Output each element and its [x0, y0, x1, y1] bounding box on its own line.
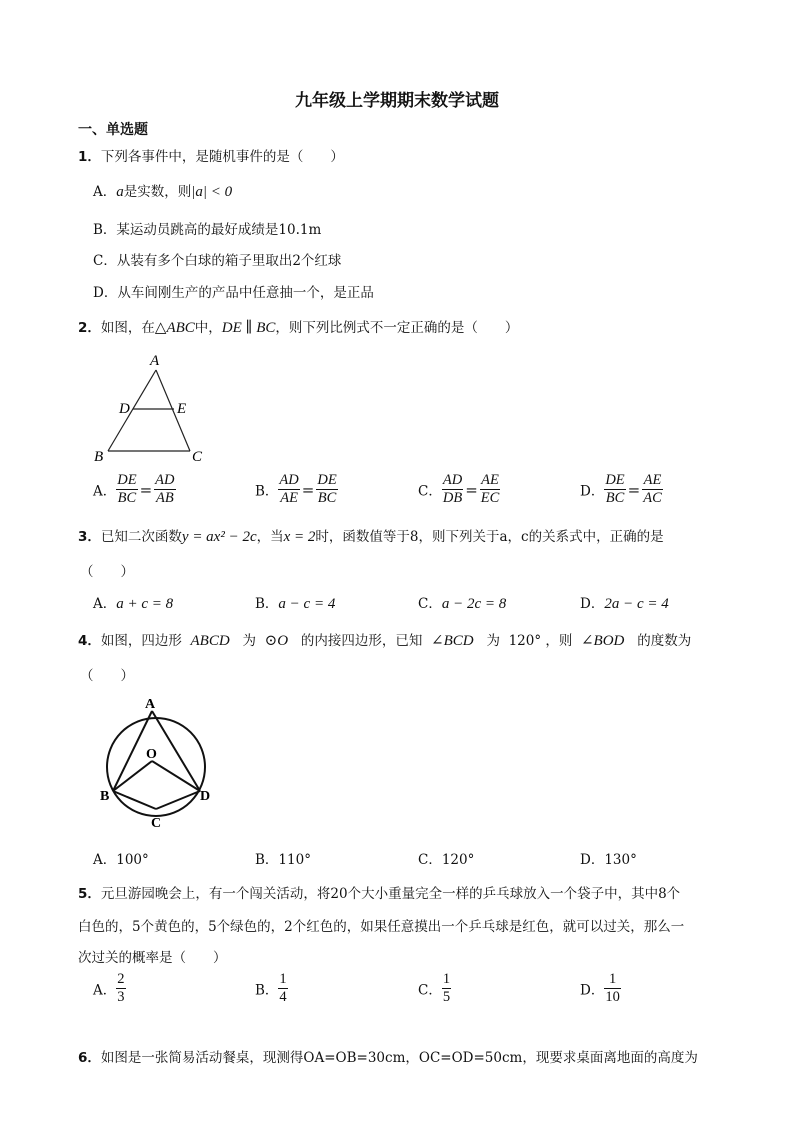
- question-text: 的内接四边形，已知: [300, 633, 423, 649]
- q3-option-b: [255, 592, 335, 613]
- fraction-numerator: DE: [317, 472, 337, 488]
- fraction-denominator: EC: [480, 490, 500, 506]
- option-label: A．: [93, 596, 117, 612]
- question-text: 为: [242, 633, 257, 649]
- question-1: [78, 145, 344, 165]
- fraction-numerator: DE: [605, 472, 625, 488]
- question-text: 已知二次函数: [100, 529, 182, 545]
- vertex-b-label: B: [94, 449, 104, 465]
- question-6: [78, 1046, 698, 1066]
- question-4-continued: （ ）: [80, 668, 134, 684]
- option-label: C．: [418, 852, 442, 868]
- x-math: x = 2: [283, 529, 316, 545]
- fraction-denominator: AC: [643, 490, 662, 506]
- fraction-numerator: 1: [442, 971, 451, 987]
- question-3: [78, 525, 664, 546]
- option-value: 130°: [604, 852, 637, 868]
- q5-option-d: [580, 971, 621, 1006]
- option-label: D．: [580, 852, 605, 868]
- option-text: 从装有多个白球的箱子里取出2个红球: [116, 253, 342, 269]
- question-text: 为: [486, 633, 500, 649]
- option-math: |a| < 0: [191, 184, 233, 200]
- fraction-numerator: 2: [117, 971, 125, 987]
- option-label: B．: [255, 596, 279, 612]
- q5-option-b: [255, 971, 288, 1006]
- question-number: 1．: [78, 149, 101, 165]
- option-math: a: [116, 184, 124, 200]
- option-label: A．: [93, 852, 117, 868]
- option-value: 110°: [278, 852, 311, 868]
- fraction-denominator: BC: [117, 490, 137, 506]
- option-label: D．: [580, 596, 605, 612]
- q4-option-d: [580, 848, 637, 868]
- q2-option-b: B． $\frac{AD}{AE}$ = $\frac{DE}{BC}$: [255, 472, 337, 506]
- vertex-c-label: C: [151, 816, 162, 831]
- triangle-figure: [88, 348, 213, 468]
- q2-option-c: C． $\frac{AD}{DB}$ = $\frac{AE}{EC}$: [418, 472, 500, 506]
- q5-option-a: [93, 971, 126, 1006]
- q1-option-d: [93, 281, 374, 301]
- option-label: B．: [255, 852, 279, 868]
- option-math: 2a − c = 4: [604, 596, 669, 612]
- question-number: 2．: [78, 320, 101, 336]
- option-label: C．: [93, 253, 117, 269]
- option-math: a + c = 8: [116, 596, 174, 612]
- option-label: B．: [93, 222, 117, 238]
- question-5: [78, 882, 680, 902]
- vertex-c-label: C: [192, 449, 203, 465]
- fraction-denominator: BC: [605, 490, 625, 506]
- option-label: C．: [418, 483, 442, 500]
- question-5-line-2: 白色的，5个黄色的，5个绿色的，2个红色的，如果任意摸出一个乒乓球是红色，就可以过关，那么一: [78, 919, 685, 935]
- vertex-a-label: A: [145, 697, 156, 712]
- vertex-d-label: D: [200, 789, 211, 804]
- q3-option-a: [93, 592, 173, 613]
- question-text: 如图是一张简易活动餐桌，现测得OA=OB=30cm，OC=OD=50cm，现要求桌面离地面的高度为: [100, 1050, 698, 1066]
- question-5-line-3: 次过关的概率是（ ）: [78, 950, 227, 966]
- vertex-d-label: D: [119, 401, 130, 417]
- angle-math: ∠BCD: [431, 633, 474, 649]
- center-o-label: O: [146, 747, 157, 762]
- fraction-denominator: 10: [605, 989, 620, 1005]
- q1-option-b: [93, 218, 321, 238]
- q4-option-c: [418, 848, 474, 868]
- q4-option-a: [93, 848, 149, 868]
- q2-option-a: A． $\frac{DE}{BC}$ = $\frac{AD}{AB}$: [93, 472, 175, 506]
- vertex-a-label: A: [150, 353, 160, 369]
- option-math: a − 2c = 8: [441, 596, 507, 612]
- option-label: D．: [580, 483, 605, 500]
- option-label: D．: [580, 982, 605, 999]
- vertex-b-label: B: [100, 789, 110, 804]
- q1-option-c: [93, 249, 341, 269]
- question-4: [78, 629, 691, 650]
- fraction-denominator: 5: [442, 989, 451, 1005]
- question-text: ，则: [545, 633, 573, 649]
- question-2: [78, 316, 518, 337]
- fraction-denominator: BC: [317, 490, 337, 506]
- fraction-denominator: DB: [442, 490, 463, 506]
- question-number: 6．: [78, 1050, 101, 1066]
- page-title: 九年级上学期期末数学试题: [295, 91, 499, 111]
- fraction-numerator: AE: [481, 472, 499, 488]
- question-number: 4．: [78, 633, 101, 649]
- option-label: B．: [255, 982, 279, 999]
- fraction-numerator: DE: [117, 472, 137, 488]
- question-text: ，当: [256, 529, 284, 545]
- option-label: A．: [93, 184, 117, 200]
- question-text: 中，: [194, 320, 222, 336]
- option-label: A．: [93, 982, 117, 999]
- option-label: D．: [93, 285, 118, 301]
- q2-option-d: D． $\frac{DE}{BC}$ = $\frac{AE}{AC}$: [580, 472, 662, 506]
- option-text: 某运动员跳高的最好成绩是10.1m: [116, 222, 322, 238]
- q3-option-d: [580, 592, 669, 613]
- section-heading: 一、单选题: [78, 122, 148, 138]
- question-text: 时，函数值等于8，则下列关于a，c的关系式中，正确的是: [315, 529, 664, 545]
- q1-option-a: [93, 180, 232, 201]
- option-label: C．: [418, 596, 442, 612]
- option-label: B．: [255, 483, 279, 500]
- fraction-denominator: 3: [117, 989, 125, 1005]
- fraction-numerator: AD: [442, 472, 463, 488]
- fraction-numerator: AD: [279, 472, 299, 488]
- question-text: 下列各事件中，是随机事件的是（ ）: [100, 149, 344, 165]
- fraction-numerator: 1: [279, 971, 287, 987]
- question-text: 如图，四边形: [100, 633, 182, 649]
- question-number: 5．: [78, 886, 101, 902]
- angle-math: ∠BOD: [580, 633, 625, 649]
- option-math: a − c = 4: [278, 596, 336, 612]
- option-value: 120°: [441, 852, 475, 868]
- quad-math: ABCD: [190, 633, 230, 649]
- circle-math: ⊙O: [264, 633, 289, 649]
- option-value: 100°: [116, 852, 149, 868]
- fraction-denominator: 4: [279, 989, 287, 1005]
- fraction-numerator: AD: [155, 472, 175, 488]
- question-3-continued: （ ）: [80, 564, 134, 580]
- question-text: ，则下列比例式不一定正确的是（ ）: [275, 320, 519, 336]
- question-number: 3．: [78, 529, 101, 545]
- question-text: 如图，在: [100, 320, 155, 336]
- q5-option-c: [418, 971, 451, 1006]
- fraction-numerator: 1: [604, 971, 621, 989]
- circle-figure: [98, 694, 223, 834]
- fraction-denominator: AE: [280, 490, 298, 506]
- fraction-numerator: AE: [643, 472, 662, 488]
- q3-option-c: [418, 592, 506, 613]
- option-label: C．: [418, 982, 442, 999]
- vertex-e-label: E: [177, 401, 187, 417]
- question-text: 的度数为: [637, 633, 692, 649]
- option-text: 是实数，则: [123, 184, 192, 200]
- parallel-math: DE ∥ BC: [221, 320, 276, 336]
- question-text: 元旦游园晚会上，有一个闯关活动，将20个大小重量完全一样的乒乓球放入一个袋子中，其中8个: [100, 886, 681, 902]
- option-label: A．: [93, 483, 117, 500]
- fraction-denominator: AB: [155, 490, 174, 506]
- triangle-math: △ABC: [154, 320, 195, 336]
- function-math: y = ax² − 2c: [181, 529, 257, 545]
- option-text: 从车间刚生产的产品中任意抽一个，是正品: [117, 285, 374, 301]
- angle-value: 120°: [508, 633, 542, 649]
- q4-option-b: [255, 848, 311, 868]
